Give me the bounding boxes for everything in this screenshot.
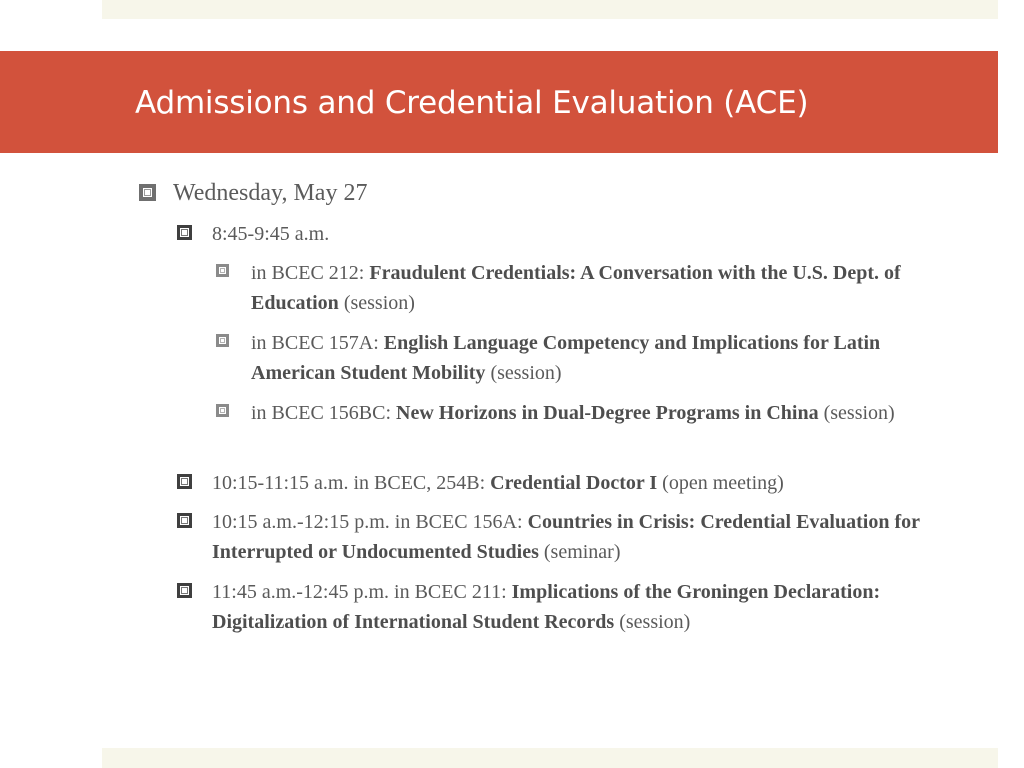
item-type: (session) [338, 292, 415, 314]
bullet-square-icon [177, 225, 192, 240]
list-item [251, 328, 966, 388]
bullet-square-icon [216, 264, 229, 277]
item-title: New Horizons in Dual-Degree Programs in China [396, 402, 819, 424]
list-item [251, 258, 941, 318]
item-time-location: 10:15-11:15 a.m. in BCEC, 254B: [212, 472, 491, 494]
item-type: (session) [818, 402, 895, 424]
item-title: Credential Doctor I [490, 472, 658, 494]
item-location: in BCEC 212: [251, 262, 370, 284]
slide-title: Admissions and Credential Evaluation (ACE) [135, 85, 809, 121]
agenda-time-block: 8:45-9:45 a.m. [212, 223, 330, 245]
item-title: Countries in Crisis: Credential Evaluation for Interrupted or Undocumented Studies [212, 511, 920, 563]
item-type: (session) [485, 362, 562, 384]
bullet-square-icon [216, 404, 229, 417]
list-item [212, 577, 972, 637]
bullet-square-icon [177, 474, 192, 489]
item-title: Implications of the Groningen Declaration: Digitalization of International Student Records [212, 581, 881, 633]
bullet-square-icon [177, 513, 192, 528]
agenda-day: Wednesday, May 27 [173, 180, 368, 206]
item-time-location: 10:15 a.m.-12:15 p.m. in BCEC 156A: [212, 511, 528, 533]
bullet-square-icon [139, 184, 156, 201]
item-type: (seminar) [538, 541, 621, 563]
list-item [212, 468, 972, 498]
list-item [251, 398, 941, 428]
item-title: English Language Competency and Implications for Latin American Student Mobility [251, 332, 881, 384]
item-location: in BCEC 156BC: [251, 402, 397, 424]
item-location: in BCEC 157A: [251, 332, 384, 354]
bottom-band [102, 748, 998, 768]
bullet-square-icon [177, 583, 192, 598]
bullet-square-icon [216, 334, 229, 347]
item-title: Fraudulent Credentials: A Conversation with the U.S. Dept. of Education [251, 262, 901, 314]
item-type: (open meeting) [657, 472, 784, 494]
item-time-location: 11:45 a.m.-12:45 p.m. in BCEC 211: [212, 581, 512, 603]
item-type: (session) [614, 611, 691, 633]
list-item [212, 507, 942, 567]
